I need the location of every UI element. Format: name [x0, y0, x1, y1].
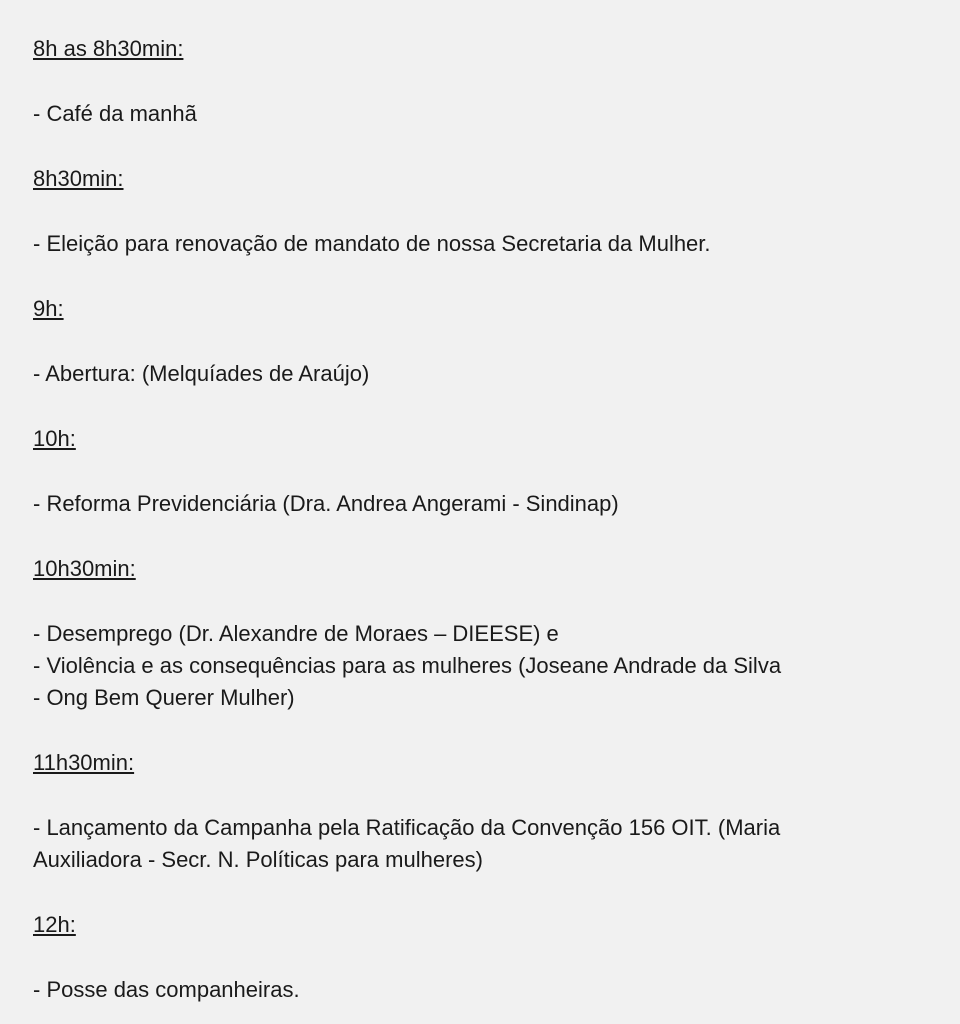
agenda-item-line: - Abertura: (Melquíades de Araújo)	[33, 361, 370, 386]
time-heading: 11h30min:	[33, 750, 135, 775]
time-heading: 12h:	[33, 912, 76, 937]
agenda-item-line: - Lançamento da Campanha pela Ratificação da Convenção 156 OIT. (Maria	[33, 815, 781, 840]
time-heading: 10h:	[33, 426, 76, 451]
agenda-item	[33, 974, 960, 1006]
agenda-item	[33, 812, 960, 876]
agenda-item-line: Auxiliadora - Secr. N. Políticas para mulheres)	[33, 847, 483, 872]
agenda-item	[33, 488, 960, 520]
time-heading: 10h30min:	[33, 556, 136, 581]
agenda-item	[33, 618, 960, 714]
agenda-item	[33, 228, 960, 260]
agenda-item-line: - Violência e as consequências para as mulheres (Joseane Andrade da Silva	[33, 653, 782, 678]
time-heading: 8h30min:	[33, 166, 124, 191]
time-heading: 9h:	[33, 296, 64, 321]
time-heading: 8h as 8h30min:	[33, 36, 184, 61]
agenda-item	[33, 358, 960, 390]
agenda-item-line: - Café da manhã	[33, 101, 197, 126]
agenda-item-line: - Eleição para renovação de mandato de nossa Secretaria da Mulher.	[33, 231, 711, 256]
agenda-item	[33, 98, 960, 130]
agenda-item-line: - Posse das companheiras.	[33, 977, 300, 1002]
agenda-item-line: - Ong Bem Querer Mulher)	[33, 685, 295, 710]
agenda-item-line: - Reforma Previdenciária (Dra. Andrea Angerami - Sindinap)	[33, 491, 619, 516]
agenda-item-line: - Desemprego (Dr. Alexandre de Moraes – DIEESE) e	[33, 621, 559, 646]
